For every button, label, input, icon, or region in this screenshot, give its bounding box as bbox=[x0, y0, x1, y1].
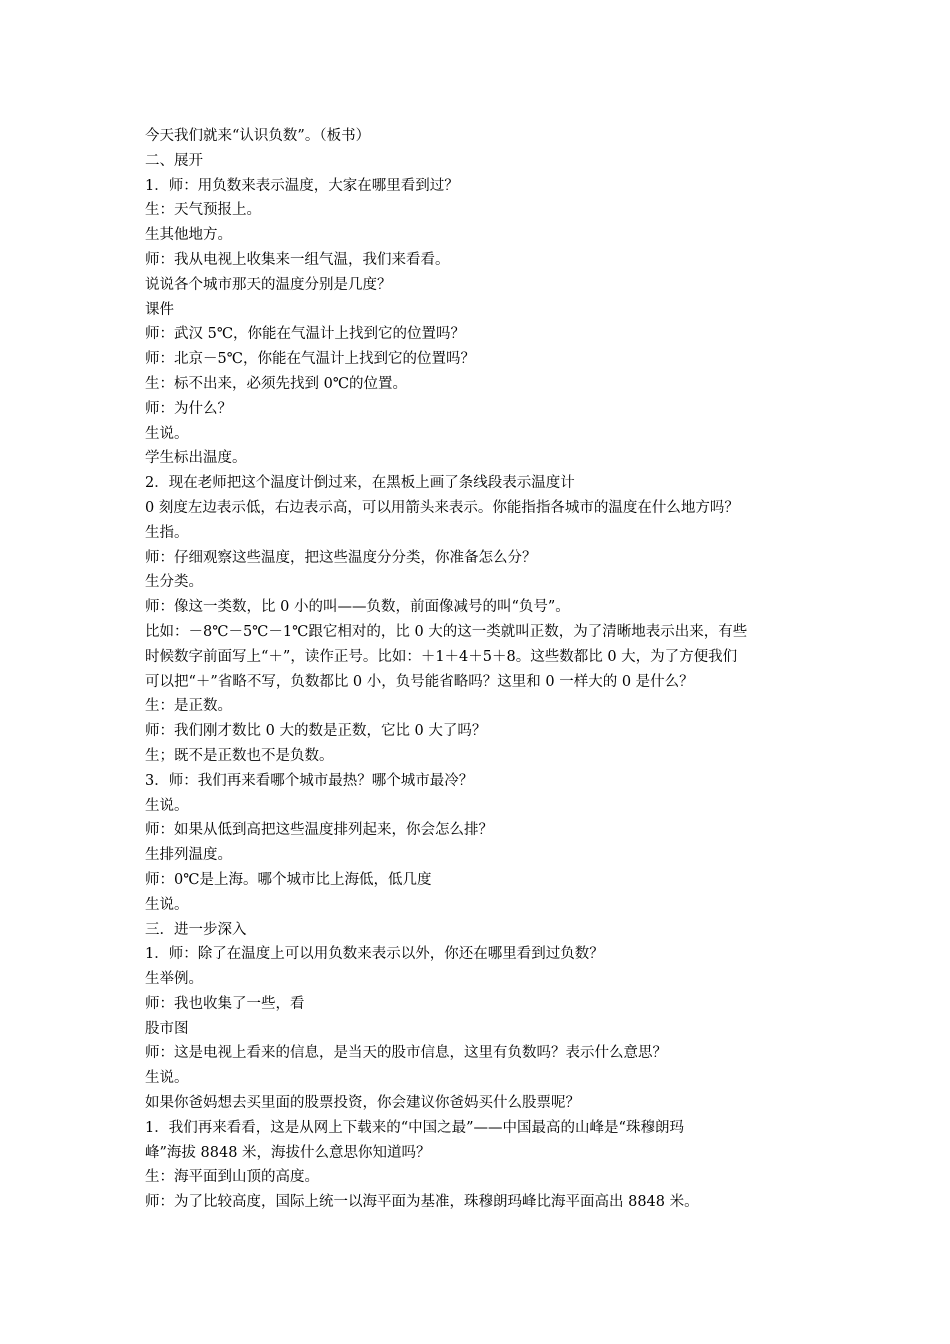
text-line: 师：我也收集了一些，看 bbox=[145, 995, 305, 1012]
text-line: 1．我们再来看看，这是从网上下载来的“中国之最”——中国最高的山峰是“珠穆朗玛 bbox=[145, 1119, 684, 1136]
text-line: 师：像这一类数，比 0 小的叫——负数，前面像减号的叫“负号”。 bbox=[145, 599, 570, 616]
text-line: 比如：－8℃－5℃－1℃跟它相对的，比 0 大的这一类就叫正数，为了清晰地表示出来，有些 bbox=[145, 623, 748, 640]
text-line: 师：我从电视上收集来一组气温，我们来看看。 bbox=[145, 251, 450, 268]
text-line: 师：为什么？ bbox=[145, 400, 232, 417]
text-line: 今天我们就来“认识负数”。（板书） bbox=[145, 128, 371, 144]
text-line: 1．师：用负数来表示温度，大家在哪里看到过？ bbox=[145, 177, 459, 194]
text-line: 如果你爸妈想去买里面的股票投资，你会建议你爸妈买什么股票呢？ bbox=[145, 1095, 580, 1112]
document-body bbox=[145, 124, 815, 1215]
section-heading: 二、展开 bbox=[145, 152, 203, 169]
text-line: 师：仔细观察这些温度，把这些温度分分类，你准备怎么分？ bbox=[145, 549, 537, 566]
text-line: 0 刻度左边表示低，右边表示高，可以用箭头来表示。你能指指各城市的温度在什么地方吗？ bbox=[145, 499, 739, 516]
text-line: 学生标出温度。 bbox=[145, 450, 247, 467]
text-line: 生排列温度。 bbox=[145, 847, 232, 864]
text-line: 课件 bbox=[145, 301, 174, 318]
text-line: 生：是正数。 bbox=[145, 698, 232, 715]
text-line: 1．师：除了在温度上可以用负数来表示以外，你还在哪里看到过负数？ bbox=[145, 946, 604, 963]
text-line: 师：为了比较高度，国际上统一以海平面为基准，珠穆朗玛峰比海平面高出 8848 米。 bbox=[145, 1194, 699, 1211]
text-line: 生：标不出来，必须先找到 0℃的位置。 bbox=[145, 375, 408, 392]
text-line: 师：0℃是上海。哪个城市比上海低，低几度 bbox=[145, 871, 432, 888]
text-line: 师：这是电视上看来的信息，是当天的股市信息，这里有负数吗？表示什么意思？ bbox=[145, 1045, 667, 1062]
text-line: 生；既不是正数也不是负数。 bbox=[145, 747, 334, 764]
text-line: 股市图 bbox=[145, 1020, 189, 1037]
text-line: 师：我们刚才数比 0 大的数是正数，它比 0 大了吗？ bbox=[145, 723, 487, 740]
text-line: 生说。 bbox=[145, 425, 189, 442]
text-line: 2．现在老师把这个温度计倒过来，在黑板上画了条线段表示温度计 bbox=[145, 475, 575, 492]
text-line: 说说各个城市那天的温度分别是几度？ bbox=[145, 276, 392, 293]
text-line: 可以把“＋”省略不写，负数都比 0 小，负号能省略吗？这里和 0 一样大的 0 是什么？ bbox=[145, 673, 694, 690]
text-line: 3．师：我们再来看哪个城市最热？哪个城市最冷？ bbox=[145, 772, 474, 789]
text-line: 生举例。 bbox=[145, 971, 203, 988]
text-line: 时候数字前面写上“＋”，读作正号。比如：＋1＋4＋5＋8。这些数都比 0 大，为了方便我们 bbox=[145, 648, 738, 665]
text-line: 峰”海拔 8848 米，海拔什么意思你知道吗？ bbox=[145, 1144, 431, 1161]
text-line: 生分类。 bbox=[145, 574, 203, 591]
text-line: 生指。 bbox=[145, 524, 189, 541]
text-line: 师：武汉 5℃，你能在气温计上找到它的位置吗？ bbox=[145, 326, 466, 343]
text-line: 生说。 bbox=[145, 1070, 189, 1087]
section-heading: 三．进一步深入 bbox=[145, 921, 247, 938]
text-line: 生其他地方。 bbox=[145, 227, 232, 244]
text-line: 师：如果从低到高把这些温度排列起来，你会怎么排？ bbox=[145, 822, 493, 839]
text-line: 生：天气预报上。 bbox=[145, 202, 261, 219]
text-line: 生：海平面到山顶的高度。 bbox=[145, 1169, 319, 1186]
text-line: 生说。 bbox=[145, 797, 189, 814]
text-line: 师：北京－5℃，你能在气温计上找到它的位置吗？ bbox=[145, 351, 475, 368]
text-line: 生说。 bbox=[145, 896, 189, 913]
